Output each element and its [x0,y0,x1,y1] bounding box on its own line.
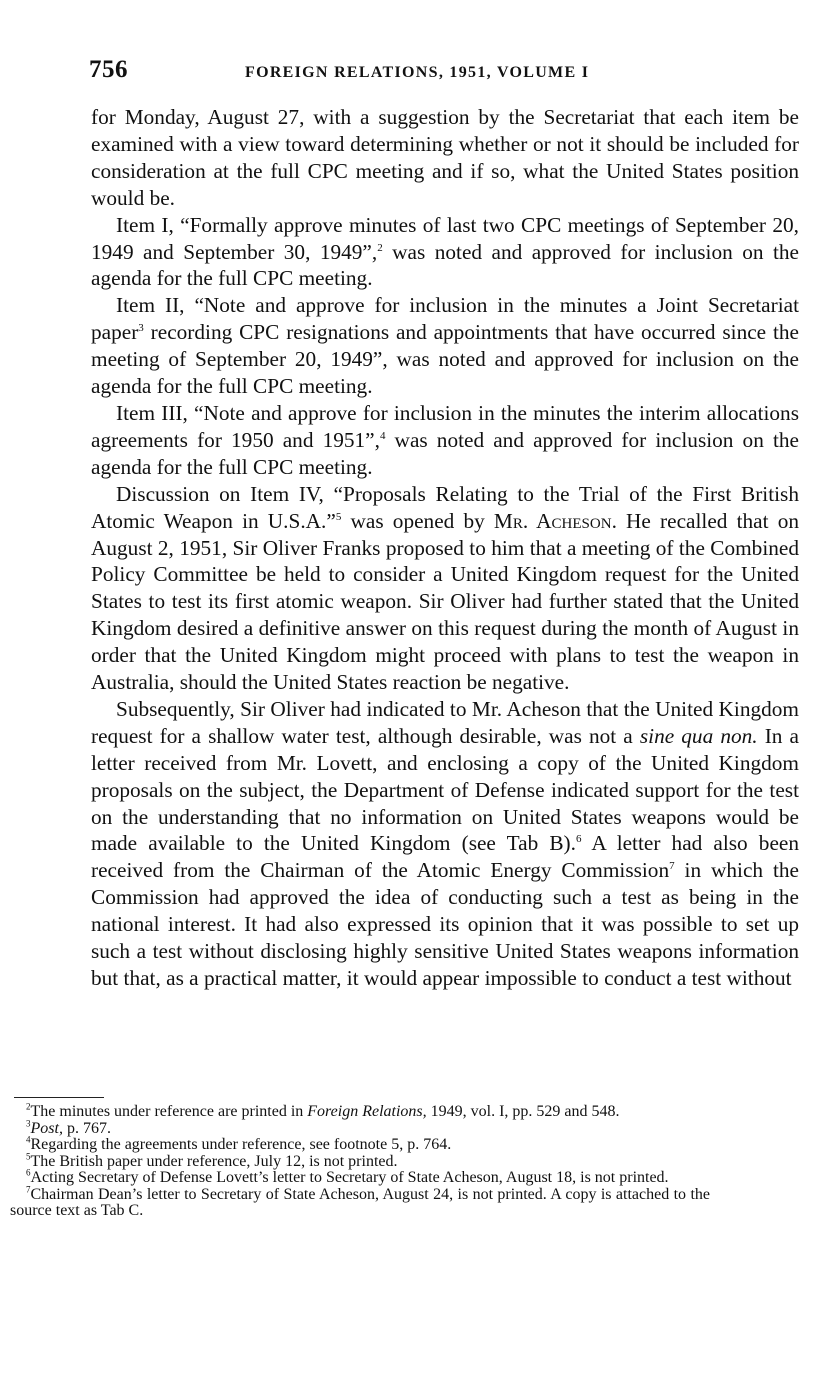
footnote [10,1184,710,1220]
footnote-ref[interactable]: 2 [377,241,383,254]
footnote-marker: 5 [26,1151,31,1162]
page-header [91,56,799,92]
footnote-text: The British paper under reference, July 12, is not printed. [30,1152,398,1170]
footnote-marker: 7 [26,1184,31,1195]
document-page [91,56,799,992]
footnote-marker: 3 [26,1118,31,1129]
footnote-text: p. 767. [62,1119,111,1137]
paragraph-item-1 [91,212,799,293]
paragraph-continuation [91,104,799,212]
paragraph-text: Item III, “Note and approve for inclusion in the minutes the interim allocations agreements for 1950 and 1951”, [91,400,799,452]
paragraph-text: A letter had also been received from the Chairman of the Atomic Energy Commission [91,831,800,883]
footnote-ref[interactable]: 7 [669,860,675,873]
footnote-marker: 6 [26,1167,31,1178]
running-head: FOREIGN RELATIONS, 1951, VOLUME I [245,64,590,81]
paragraph-item-3 [91,400,799,481]
paragraph-text: He recalled that on August 2, 1951, Sir Oliver Franks proposed to him that a meeting of the Combined Policy Committee be held to consider a United Kingdom request for the United States to test its first atomic weapon. Sir Oliver had further stated that the United Kingdom desired a definitive answer on this request during the month of August in order that the United Kingdom might proceed with plans to test the weapon in Australia, should the United States reaction be negative. [91,508,799,695]
footnote-ref[interactable]: 5 [335,510,342,523]
footnote-text: Chairman Dean’s letter to Secretary of State Acheson, August 24, is not printed. A copy is attached to the source text as Tab C. [10,1185,710,1219]
paragraph-text: Item I, “Formally approve minutes of last two CPC meetings of September 20, 1949 and September 30, 1949”, [91,212,799,264]
main-text [91,104,799,992]
paragraph-text: was opened by [341,508,494,533]
footnote-text: Acting Secretary of Defense Lovett’s letter to Secretary of State Acheson, August 18, is not printed. [30,1169,669,1186]
footnotes [10,1101,710,1220]
footnote-marker: 2 [26,1101,31,1112]
footnote-text: Regarding the agreements under reference, see footnote 5, p. 764. [30,1136,452,1153]
footnote [10,1101,710,1121]
paragraph-text: Discussion on Item IV, “Proposals Relating to the Trial of the First British Atomic Weapon in U.S.A.” [91,481,799,533]
paragraph-text: recording CPC resignations and appointments that have occurred since the meeting of September 20, 1949”, was noted and approved for inclusion on the agenda for the full CPC meeting. [91,320,799,399]
footnote-marker: 4 [26,1134,31,1145]
footnote [10,1167,710,1187]
paragraph-text: Item II, “Note and approve for inclusion in the minutes a Joint Secretariat paper [91,293,799,345]
footnote-divider [14,1097,104,1098]
footnote [10,1118,710,1138]
paragraph-text: Subsequently, Sir Oliver had indicated to Mr. Acheson that the United Kingdom request for a shallow water test, although desirable, was not a [91,696,799,748]
paragraph-text: was noted and approved for inclusion on the agenda for the full CPC meeting. [91,239,799,291]
paragraph-text: in which the Commission had approved the idea of conducting such a test as being in the national interest. It had also expressed its opinion that it was possible to set up such a test without disclosing highly sensitive United States weapons information but that, as a practical matter, it would appear impossible to conduct a test without [91,858,799,990]
paragraph-text: was noted and approved for inclusion on the agenda for the full CPC meeting. [91,427,799,479]
italic-phrase: sine qua non. [639,723,758,748]
footnote [10,1151,710,1171]
paragraph-text: In a letter received from Mr. Lovett, and enclosing a copy of the United Kingdom proposals on the subject, the Department of Defense indicated support for the test on the understanding that no information on United States weapons would be made available to the United Kingdom (see Tab B). [91,723,800,856]
paragraph-item-4 [91,481,799,696]
footnote [10,1134,710,1154]
footnote-ref[interactable]: 6 [575,833,582,846]
footnote-ref[interactable]: 4 [379,429,386,442]
footnote-text: 1949, vol. I, pp. 529 and 548. [426,1103,620,1120]
paragraph-text: for Monday, August 27, with a suggestion by the Secretariat that each item be examined with a view toward determining whether or not it should be included for consideration at the full CPC meeting and if so, what the United States position would be. [91,105,799,210]
footnote-ref[interactable]: 3 [138,322,144,335]
footnote-italic: Foreign Relations, [307,1103,427,1120]
paragraph-item-2 [91,292,799,400]
page-number: 756 [89,56,128,83]
footnote-italic: Post, [30,1119,63,1137]
footnote-text: The minutes under reference are printed in [30,1103,308,1120]
paragraph-subsequently [91,696,799,992]
speaker-name: Mr. Acheson. [493,508,617,533]
